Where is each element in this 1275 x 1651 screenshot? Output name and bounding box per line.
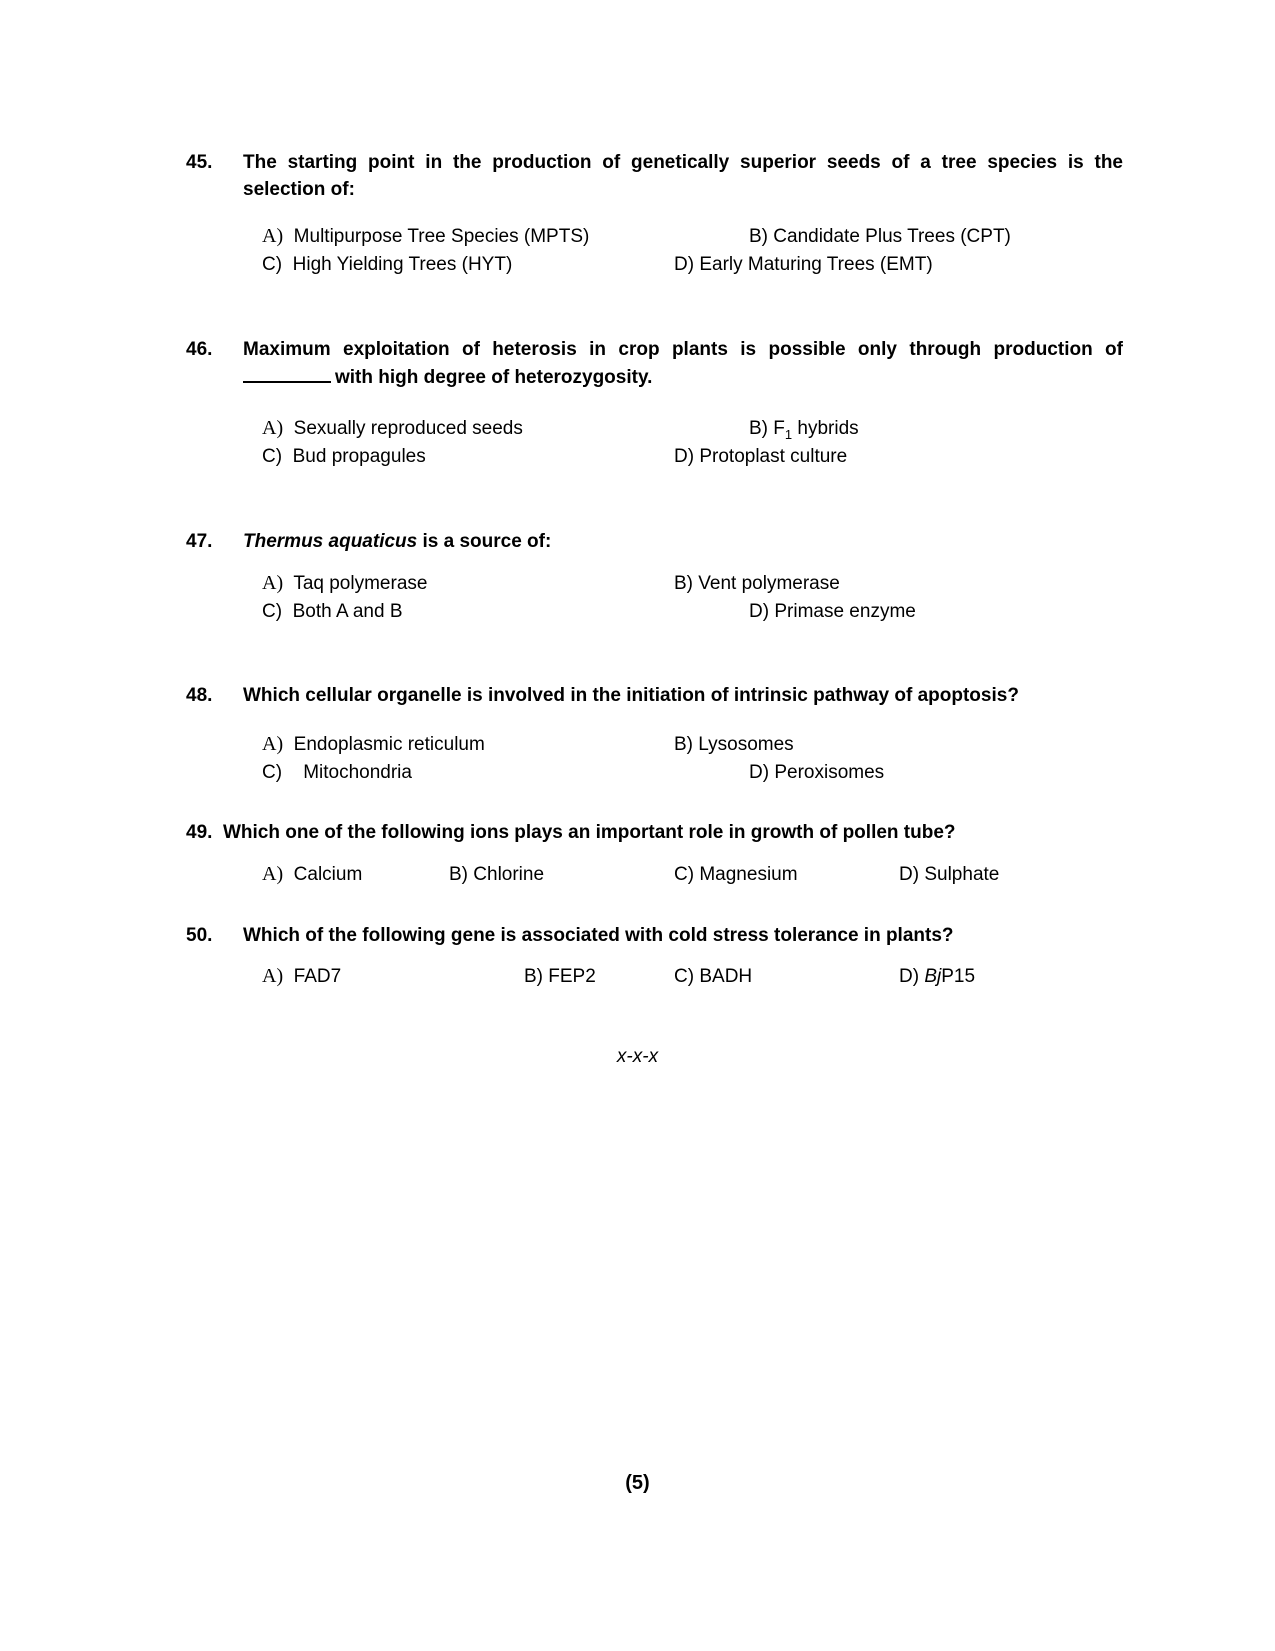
option-c: C) High Yielding Trees (HYT) bbox=[262, 254, 513, 275]
option-b: B) $F_1$ hybrids bbox=[749, 418, 859, 442]
answer-blank bbox=[243, 363, 331, 383]
end-separator: x-x-x bbox=[616, 1046, 659, 1067]
option-a: A) Multipurpose Tree Species (MPTS) bbox=[262, 225, 590, 247]
option-c: C) Both A and B bbox=[262, 601, 403, 622]
option-c: C) Magnesium bbox=[674, 864, 798, 885]
question-number: 45. bbox=[186, 152, 213, 173]
option-d: D) Sulphate bbox=[899, 864, 1000, 885]
option-d: D) Protoplast culture bbox=[674, 446, 848, 467]
option-d: D) Peroxisomes bbox=[749, 762, 885, 783]
question-number: 50. bbox=[186, 925, 213, 946]
question-text: 49. Which one of the following ions plays an important role in growth of pollen tube? bbox=[186, 822, 956, 843]
question-text: Which cellular organelle is involved in the initiation of intrinsic pathway of apoptosis? bbox=[243, 685, 1019, 706]
option-a: A) Endoplasmic reticulum bbox=[262, 733, 485, 755]
option-d: D) Primase enzyme bbox=[749, 601, 916, 622]
question-text: Which of the following gene is associated with cold stress tolerance in plants? bbox=[243, 925, 954, 946]
option-a: A) Taq polymerase bbox=[262, 572, 428, 594]
question-text: The starting point in the production of genetically superior seeds of a tree species is the selection of: bbox=[243, 152, 1123, 200]
option-c: C) BADH bbox=[674, 966, 753, 987]
option-c: C) Mitochondria bbox=[262, 762, 412, 783]
question-text: Thermus aquaticus is a source of: bbox=[243, 531, 552, 552]
option-d: D) Early Maturing Trees (EMT) bbox=[674, 254, 933, 275]
question-number: 46. bbox=[186, 339, 213, 360]
option-b: B) Vent polymerase bbox=[674, 573, 840, 594]
question-number: 47. bbox=[186, 531, 213, 552]
question-number: 48. bbox=[186, 685, 213, 706]
option-b: B) Candidate Plus Trees (CPT) bbox=[749, 226, 1011, 247]
option-a: A) Sexually reproduced seeds bbox=[262, 417, 523, 439]
page-number: (5) bbox=[625, 1472, 650, 1494]
option-a: A) Calcium bbox=[262, 863, 363, 885]
option-c: C) Bud propagules bbox=[262, 446, 426, 467]
option-b: B) Chlorine bbox=[449, 864, 545, 885]
option-b: B) FEP2 bbox=[524, 966, 596, 987]
question-text: Maximum exploitation of heterosis in crop plants is possible only through production of with high degree of heterozygosity. bbox=[243, 339, 1123, 388]
option-a: A) FAD7 bbox=[262, 965, 342, 987]
option-d: D) BjP15 bbox=[899, 966, 976, 987]
option-b: B) Lysosomes bbox=[674, 734, 794, 755]
